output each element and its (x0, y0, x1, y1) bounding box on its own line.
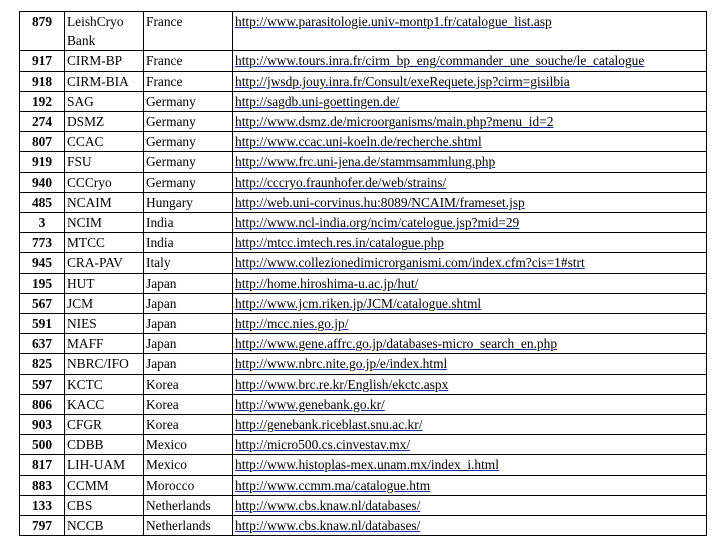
collection-id-cell: 918 (20, 71, 65, 91)
collection-id-cell: 883 (20, 475, 65, 495)
catalogue-link[interactable]: http://www.nbrc.nite.go.jp/e/index.html (235, 356, 448, 372)
collection-id-cell: 825 (20, 354, 65, 374)
catalogue-url-cell (233, 91, 707, 111)
catalogue-url-cell (233, 112, 707, 132)
country-cell: India (144, 233, 233, 253)
table-row (20, 132, 707, 152)
country-cell: Germany (144, 132, 233, 152)
collection-name-cell: CCCryo (65, 172, 144, 192)
collection-name-cell: CCAC (65, 132, 144, 152)
collection-id-cell: 806 (20, 394, 65, 414)
table-row (20, 152, 707, 172)
country-cell: Hungary (144, 192, 233, 212)
collection-name-cell: FSU (65, 152, 144, 172)
table-row (20, 91, 707, 111)
table-row (20, 293, 707, 313)
collection-name-cell: KACC (65, 394, 144, 414)
collection-name-cell: CBS (65, 495, 144, 515)
table-row (20, 475, 707, 495)
catalogue-link[interactable]: http://micro500.cs.cinvestav.mx/ (235, 437, 411, 453)
catalogue-url-cell (233, 516, 707, 536)
catalogue-link[interactable]: http://www.ccmm.ma/catalogue.htm (235, 477, 431, 493)
catalogue-link[interactable]: http://genebank.riceblast.snu.ac.kr/ (235, 417, 423, 433)
catalogue-url-cell (233, 213, 707, 233)
catalogue-link[interactable]: http://home.hiroshima-u.ac.jp/hut/ (235, 275, 419, 291)
catalogue-link[interactable]: http://www.cbs.knaw.nl/databases/ (235, 518, 421, 534)
country-cell: Japan (144, 273, 233, 293)
country-cell: Mexico (144, 435, 233, 455)
catalogue-link[interactable]: http://sagdb.uni-goettingen.de/ (235, 93, 400, 109)
collection-name-cell: LIH-UAM (65, 455, 144, 475)
collection-id-cell: 773 (20, 233, 65, 253)
table-row (20, 233, 707, 253)
country-cell: Japan (144, 334, 233, 354)
collection-name-cell: MTCC (65, 233, 144, 253)
table-row (20, 334, 707, 354)
country-cell: France (144, 71, 233, 91)
catalogue-url-cell (233, 293, 707, 313)
collection-name-cell: DSMZ (65, 112, 144, 132)
collection-id-cell: 133 (20, 495, 65, 515)
table-row (20, 172, 707, 192)
table-row (20, 192, 707, 212)
catalogue-link[interactable]: http://cccryo.fraunhofer.de/web/strains/ (235, 174, 447, 190)
collection-id-cell: 817 (20, 455, 65, 475)
country-cell: Japan (144, 293, 233, 313)
catalogue-url-cell (233, 273, 707, 293)
country-cell: Netherlands (144, 516, 233, 536)
collection-name-cell: HUT (65, 273, 144, 293)
catalogue-link[interactable]: http://web.uni-corvinus.hu:8089/NCAIM/frameset.jsp (235, 194, 525, 210)
collection-id-cell: 945 (20, 253, 65, 273)
catalogue-url-cell (233, 152, 707, 172)
collections-table (19, 11, 707, 536)
catalogue-link[interactable]: http://www.brc.re.kr/English/ekctc.aspx (235, 376, 449, 392)
catalogue-url-cell (233, 132, 707, 152)
country-cell: Italy (144, 253, 233, 273)
country-cell: Germany (144, 152, 233, 172)
table-row (20, 354, 707, 374)
table-row (20, 516, 707, 536)
table-row (20, 455, 707, 475)
catalogue-link[interactable]: http://www.genebank.go.kr/ (235, 396, 385, 412)
country-cell: India (144, 213, 233, 233)
country-cell: France (144, 51, 233, 71)
catalogue-link[interactable]: http://jwsdp.jouy.inra.fr/Consult/exeRequete.jsp?cirm=gisilbia (235, 73, 570, 89)
catalogue-link[interactable]: http://www.histoplas-mex.unam.mx/index_i.html (235, 457, 499, 473)
catalogue-link[interactable]: http://www.gene.affrc.go.jp/databases-micro_search_en.php (235, 336, 558, 352)
country-cell: Korea (144, 415, 233, 435)
collection-name-cell: CDBB (65, 435, 144, 455)
catalogue-url-cell (233, 354, 707, 374)
collection-id-cell: 807 (20, 132, 65, 152)
collection-id-cell: 485 (20, 192, 65, 212)
collection-id-cell: 919 (20, 152, 65, 172)
catalogue-link[interactable]: http://www.ncl-india.org/ncim/catelogue.jsp?mid=29 (235, 215, 520, 231)
table-row (20, 314, 707, 334)
catalogue-url-cell (233, 495, 707, 515)
table-row (20, 71, 707, 91)
country-cell: Germany (144, 172, 233, 192)
table-row (20, 273, 707, 293)
collection-name-cell: CCMM (65, 475, 144, 495)
collection-id-cell: 195 (20, 273, 65, 293)
catalogue-link[interactable]: http://www.cbs.knaw.nl/databases/ (235, 497, 421, 513)
catalogue-link[interactable]: http://www.parasitologie.univ-montp1.fr/catalogue_list.asp (235, 14, 552, 29)
collection-id-cell: 597 (20, 374, 65, 394)
collection-name-cell: KCTC (65, 374, 144, 394)
table-row (20, 415, 707, 435)
collection-name-cell: JCM (65, 293, 144, 313)
catalogue-url-cell (233, 475, 707, 495)
country-cell: Netherlands (144, 495, 233, 515)
catalogue-url-cell (233, 192, 707, 212)
country-cell: Japan (144, 354, 233, 374)
catalogue-url-cell (233, 334, 707, 354)
catalogue-link[interactable]: http://www.ccac.uni-koeln.de/recherche.shtml (235, 134, 482, 150)
table-row (20, 12, 707, 51)
catalogue-url-cell (233, 12, 707, 51)
collection-name-cell: NCIM (65, 213, 144, 233)
country-cell: France (144, 12, 233, 51)
table-row (20, 112, 707, 132)
catalogue-url-cell (233, 172, 707, 192)
country-cell: Germany (144, 91, 233, 111)
table-row (20, 394, 707, 414)
country-cell: Korea (144, 394, 233, 414)
catalogue-link[interactable]: http://www.dsmz.de/microorganisms/main.php?menu_id=2 (235, 114, 554, 130)
catalogue-url-cell (233, 394, 707, 414)
collections-table-body (20, 12, 707, 536)
country-cell: Korea (144, 374, 233, 394)
collection-id-cell: 500 (20, 435, 65, 455)
collection-id-cell: 917 (20, 51, 65, 71)
collection-id-cell: 274 (20, 112, 65, 132)
collection-name-cell: CRA-PAV (65, 253, 144, 273)
collection-name-cell: NCAIM (65, 192, 144, 212)
catalogue-url-cell (233, 71, 707, 91)
catalogue-url-cell (233, 233, 707, 253)
table-row (20, 374, 707, 394)
country-cell: Japan (144, 314, 233, 334)
catalogue-url-cell (233, 415, 707, 435)
table-row (20, 213, 707, 233)
collection-id-cell: 797 (20, 516, 65, 536)
collection-name-cell: MAFF (65, 334, 144, 354)
collection-name-cell: CIRM-BP (65, 51, 144, 71)
collection-id-cell: 567 (20, 293, 65, 313)
catalogue-url-cell (233, 314, 707, 334)
catalogue-url-cell (233, 253, 707, 273)
table-row (20, 495, 707, 515)
table-row (20, 435, 707, 455)
collection-id-cell: 637 (20, 334, 65, 354)
collection-id-cell: 940 (20, 172, 65, 192)
catalogue-link[interactable]: http://www.tours.inra.fr/cirm_bp_eng/commander_une_souche/le_catalogue (235, 53, 645, 69)
table-row (20, 253, 707, 273)
collection-name-cell: NCCB (65, 516, 144, 536)
collection-name-cell: CFGR (65, 415, 144, 435)
catalogue-url-cell (233, 374, 707, 394)
country-cell: Morocco (144, 475, 233, 495)
catalogue-url-cell (233, 435, 707, 455)
catalogue-link[interactable]: http://mtcc.imtech.res.in/catalogue.php (235, 235, 444, 251)
collection-name-cell: CIRM-BIA (65, 71, 144, 91)
collection-name-cell: NIES (65, 314, 144, 334)
catalogue-link[interactable]: http://www.frc.uni-jena.de/stammsammlung.php (235, 154, 496, 170)
collection-id-cell: 192 (20, 91, 65, 111)
country-cell: Germany (144, 112, 233, 132)
collection-id-cell: 903 (20, 415, 65, 435)
collection-id-cell: 591 (20, 314, 65, 334)
collection-name-cell: NBRC/IFO (65, 354, 144, 374)
catalogue-url-cell (233, 51, 707, 71)
collection-id-cell: 879 (20, 12, 65, 51)
table-row (20, 51, 707, 71)
catalogue-link[interactable]: http://www.collezionedimicrorganismi.com/index.cfm?cis=1#strt (235, 255, 585, 271)
catalogue-url-cell (233, 455, 707, 475)
catalogue-link[interactable]: http://mcc.nies.go.jp/ (235, 316, 349, 332)
collection-name-cell: SAG (65, 91, 144, 111)
catalogue-link[interactable]: http://www.jcm.riken.jp/JCM/catalogue.shtml (235, 295, 482, 311)
collection-id-cell: 3 (20, 213, 65, 233)
collection-name-cell: LeishCryo Bank (65, 12, 144, 51)
country-cell: Mexico (144, 455, 233, 475)
